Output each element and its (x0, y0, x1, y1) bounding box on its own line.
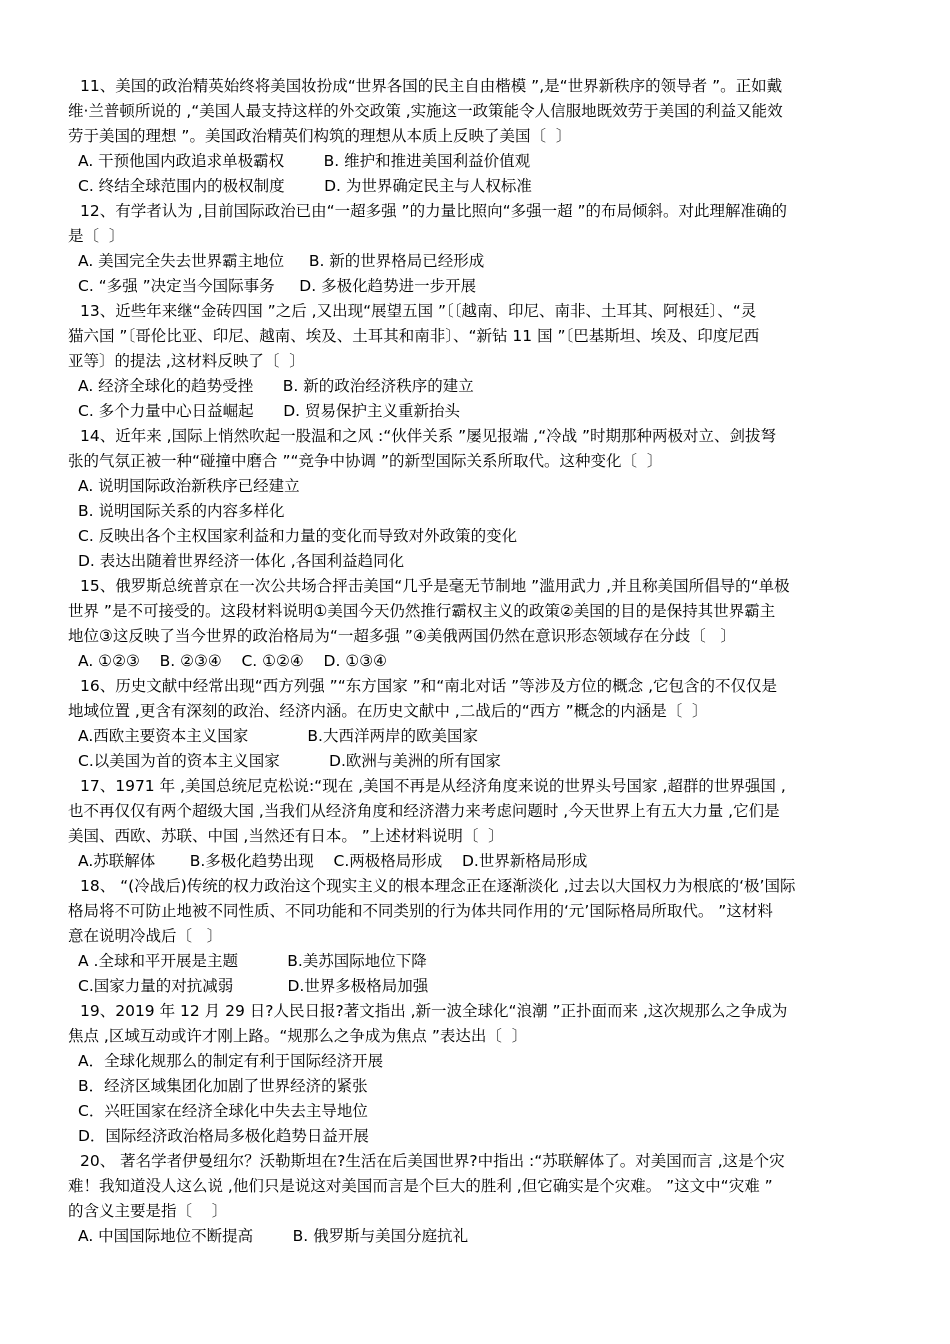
question-stem-line: 15、俄罗斯总统普京在一次公共场合抨击美国“几乎是毫无节制地 ”滥用武力 ,并且称美国所倡导的“单极 (80, 577, 790, 595)
option-line: C. 终结全球范围内的极权制度 D. 为世界确定民主与人权标准 (78, 177, 532, 195)
question-stem-line: 的含义主要是指〔 〕 (68, 1202, 228, 1220)
question-18 (68, 874, 884, 999)
question-stem-line: 焦点 ,区域互动或许才刚上路。“规那么之争成为焦点 ”表达出〔 〕 (68, 1027, 528, 1045)
option-line: A. ①②③ B. ②③④ C. ①②④ D. ①③④ (78, 652, 388, 670)
option-line: C．兴旺国家在经济全球化中失去主导地位 (78, 1102, 368, 1120)
question-stem-line: 14、近年来 ,国际上悄然吹起一股温和之风 :“伙伴关系 ”屡见报端 ,“冷战 ”时期那种两极对立、剑拔弩 (80, 427, 777, 445)
question-stem-line: 张的气氛正被一种“碰撞中磨合 ”“竞争中协调 ”的新型国际关系所取代。这种变化〔 〕 (68, 452, 663, 470)
question-12 (68, 199, 884, 299)
question-stem-line: 格局将不可防止地被不同性质、不同功能和不同类别的行为体共同作用的‘元’国际格局所取代。 ”这材料 (68, 902, 773, 920)
question-stem-line: 难！我知道没人这么说 ,他们只是说这对美国而言是个巨大的胜利 ,但它确实是个灾难。 ”这文中“灾难 ” (68, 1177, 773, 1195)
question-11 (68, 74, 884, 199)
question-stem-line: 是〔 〕 (68, 227, 125, 245)
question-14 (68, 424, 884, 574)
question-stem-line: 16、历史文献中经常出现“西方列强 ”“东方国家 ”和“南北对话 ”等涉及方位的概念 ,它包含的不仅仅是 (80, 677, 778, 695)
option-line: C.以美国为首的资本主义国家 D.欧洲与美洲的所有国家 (78, 752, 501, 770)
question-stem-line: 地位③这反映了当今世界的政治格局为“一超多强 ”④美俄两国仍然在意识形态领域存在分歧〔 〕 (68, 627, 737, 645)
option-line: A．全球化规那么的制定有利于国际经济开展 (78, 1052, 384, 1070)
document-page (68, 74, 884, 1249)
option-line: B. 说明国际关系的内容多样化 (78, 502, 285, 520)
option-line: A.西欧主要资本主义国家 B.大西洋两岸的欧美国家 (78, 727, 478, 745)
question-19 (68, 999, 884, 1149)
question-stem-line: 12、有学者认为 ,目前国际政治已由“一超多强 ”的力量比照向“多强一超 ”的布局倾斜。对此理解准确的 (80, 202, 788, 220)
question-stem-line: 意在说明冷战后〔 〕 (68, 927, 223, 945)
question-stem-line: 美国、西欧、苏联、中国 ,当然还有日本。 ”上述材料说明〔 〕 (68, 827, 504, 845)
question-stem-line: 20、 著名学者伊曼纽尔？沃勒斯坦在?生活在后美国世界?中指出 :“苏联解体了。对美国而言 ,这是个灾 (80, 1152, 785, 1170)
question-stem-line: 13、近些年来继“金砖四国 ”之后 ,又出现“展望五国 ”〔〔越南、印尼、南非、土耳其、阿根廷〕、“灵 (80, 302, 757, 320)
option-line: A .全球和平开展是主题 B.美苏国际地位下降 (78, 952, 427, 970)
question-17 (68, 774, 884, 874)
option-line: A.苏联解体 B.多极化趋势出现 C.两极格局形成 D.世界新格局形成 (78, 852, 588, 870)
question-stem-line: 世界 ”是不可接受的。这段材料说明①美国今天仍然推行霸权主义的政策②美国的目的是保持其世界霸主 (68, 602, 776, 620)
question-stem-line: 劳于美国的理想 ”。美国政治精英们构筑的理想从本质上反映了美国〔 〕 (68, 127, 572, 145)
question-stem-line: 19、2019 年 12 月 29 日?人民日报?著文指出 ,新一波全球化“浪潮 ”正扑面而来 ,这次规那么之争成为 (80, 1002, 788, 1020)
question-stem-line: 亚等〕的提法 ,这材料反映了〔 〕 (68, 352, 305, 370)
question-13 (68, 299, 884, 424)
question-stem-line: 11、美国的政治精英始终将美国妆扮成“世界各国的民主自由楷模 ”,是“世界新秩序的领导者 ”。正如戴 (80, 77, 783, 95)
option-line: A. 干预他国内政追求单极霸权 B. 维护和推进美国利益价值观 (78, 152, 531, 170)
option-line: D. 表达出随着世界经济一体化 ,各国利益趋同化 (78, 552, 405, 570)
option-line: C. 多个力量中心日益崛起 D. 贸易保护主义重新抬头 (78, 402, 461, 420)
option-line: A. 经济全球化的趋势受挫 B. 新的政治经济秩序的建立 (78, 377, 474, 395)
question-stem-line: 18、 “(冷战后)传统的权力政治这个现实主义的根本理念正在逐渐淡化 ,过去以大国权力为根底的‘极’国际 (80, 877, 796, 895)
option-line: A. 中国国际地位不断提高 B. 俄罗斯与美国分庭抗礼 (78, 1227, 469, 1245)
question-stem-line: 也不再仅仅有两个超级大国 ,当我们从经济角度和经济潜力来考虑问题时 ,今天世界上有五大力量 ,它们是 (68, 802, 780, 820)
option-line: C. 反映出各个主权国家利益和力量的变化而导致对外政策的变化 (78, 527, 518, 545)
option-line: D．国际经济政治格局多极化趋势日益开展 (78, 1127, 369, 1145)
question-stem-line: 地域位置 ,更含有深刻的政治、经济内涵。在历史文献中 ,二战后的“西方 ”概念的内涵是〔 〕 (68, 702, 708, 720)
option-line: A. 说明国际政治新秩序已经建立 (78, 477, 300, 495)
question-stem-line: 维·兰普顿所说的 ,“美国人最支持这样的外交政策 ,实施这一政策能令人信服地既效劳于美国的利益又能效 (68, 102, 783, 120)
option-line: C.国家力量的对抗减弱 D.世界多极格局加强 (78, 977, 429, 995)
question-15 (68, 574, 884, 674)
question-stem-line: 17、1971 年 ,美国总统尼克松说:“现在 ,美国不再是从经济角度来说的世界头号国家 ,超群的世界强国 , (80, 777, 786, 795)
option-line: B．经济区域集团化加剧了世界经济的紧张 (78, 1077, 368, 1095)
option-line: A. 美国完全失去世界霸主地位 B. 新的世界格局已经形成 (78, 252, 485, 270)
question-16 (68, 674, 884, 774)
question-20 (68, 1149, 884, 1249)
option-line: C. “多强 ”决定当今国际事务 D. 多极化趋势进一步开展 (78, 277, 477, 295)
question-stem-line: 猫六国 ”〔哥伦比亚、印尼、越南、埃及、土耳其和南非〕、“新钻 11 国 ”〔巴基斯坦、埃及、印度尼西 (68, 327, 760, 345)
